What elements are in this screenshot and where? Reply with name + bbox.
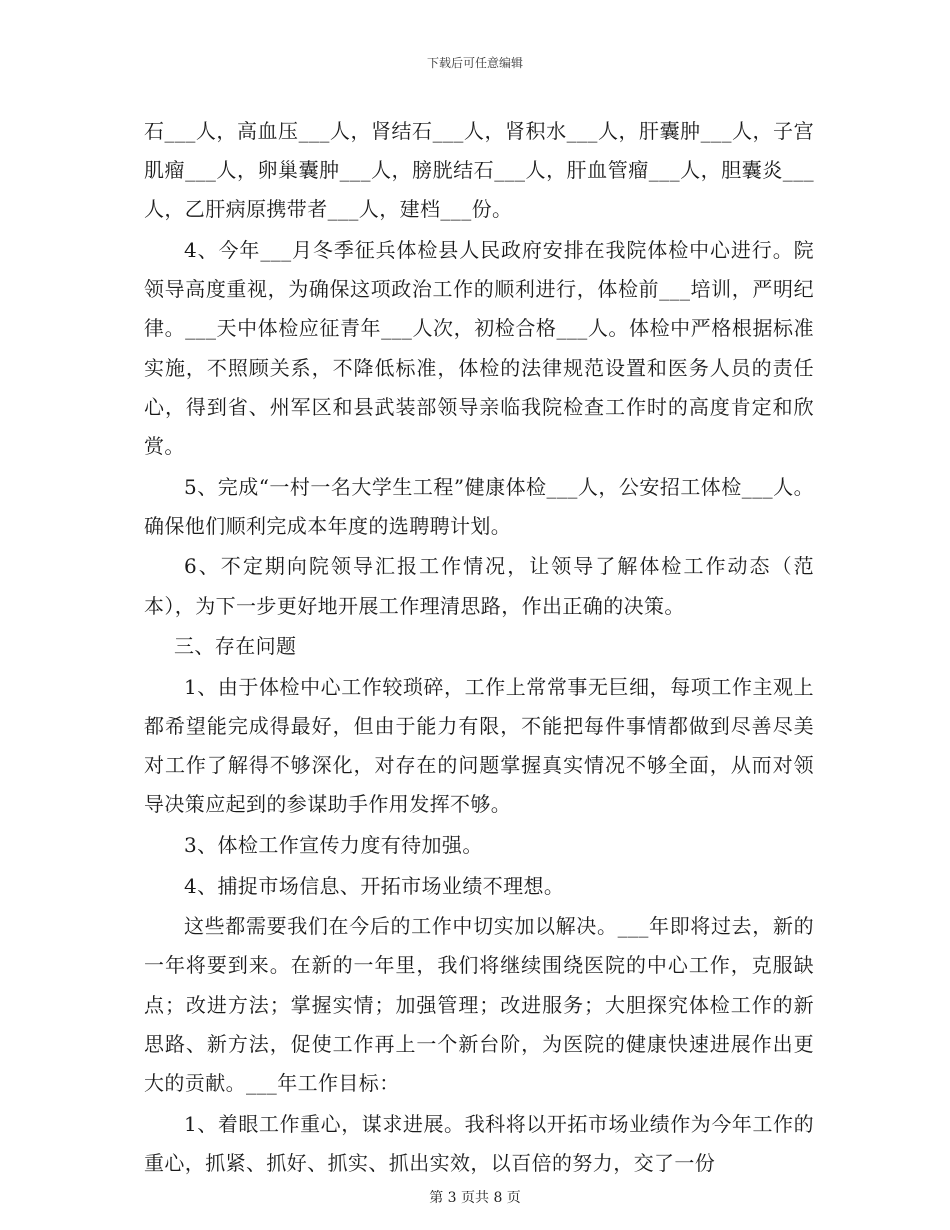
page-header-note: 下载后可任意编辑 <box>426 56 523 70</box>
paragraph-body: 6、不定期向院领导汇报工作情况，让领导了解体检工作动态（范本），为下一步更好地开展工作理清思路，作出正确的决策。 <box>144 554 814 618</box>
paragraph-body: 1、由于体检中心工作较琐碎，工作上常常事无巨细，每项工作主观上都希望能完成得最好，但由于能力有限，不能把每件事情都做到尽善尽美对工作了解得不够深化，对存在的问题掌握真实情况不够全面，从而对领导决策应起到的参谋助手作用发挥不够。 <box>144 674 814 817</box>
section-heading: 三、存在问题 <box>174 634 297 659</box>
paragraph-body: 1、着眼工作重心，谋求进展。我科将以开拓市场业绩作为今年工作的重心，抓紧、抓好、抓实、抓出实效，以百倍的努力，交了一份 <box>144 1111 814 1175</box>
paragraph-body: 这些都需要我们在今后的工作中切实加以解决。___年即将过去，新的一年将要到来。在新的一年里，我们将继续围绕医院的中心工作，克服缺点；改进方法；掌握实情；加强管理；改进服务；大胆探究体检工作的新思路、新方法，促使工作再上一个新台阶，为医院的健康快速进展作出更大的贡献。___年工作目标： <box>144 914 814 1095</box>
paragraph-body: 石___人，高血压___人，肾结石___人，肾积水___人，肝囊肿___人，子宫肌瘤___人，卵巢囊肿___人，膀胱结石___人，肝血管瘤___人，胆囊炎___人，乙肝病原携带者___人，建档___份。 <box>144 119 814 222</box>
paragraph-body: 3、体检工作宣传力度有待加强。 <box>184 833 483 857</box>
paragraph-body: 5、完成“一村一名大学生工程”健康体检___人，公安招工体检___人。确保他们顺利完成本年度的选聘聘计划。 <box>144 474 814 538</box>
document-body <box>144 112 814 1184</box>
paragraph-body: 4、今年___月冬季征兵体检县人民政府安排在我院体检中心进行。院领导高度重视，为确保这项政治工作的顺利进行，体检前___培训，严明纪律。___天中体检应征青年___人次，初检合格___人。体检中严格根据标准实施，不照顾关系，不降低标准，体检的法律规范设置和医务人员的责任心，得到省、州军区和县武装部领导亲临我院检查工作时的高度肯定和欣赏。 <box>144 238 814 459</box>
page-number-footer: 第 3 页共 8 页 <box>429 1190 521 1206</box>
paragraph-body: 4、捕捉市场信息、开拓市场业绩不理想。 <box>184 873 565 898</box>
